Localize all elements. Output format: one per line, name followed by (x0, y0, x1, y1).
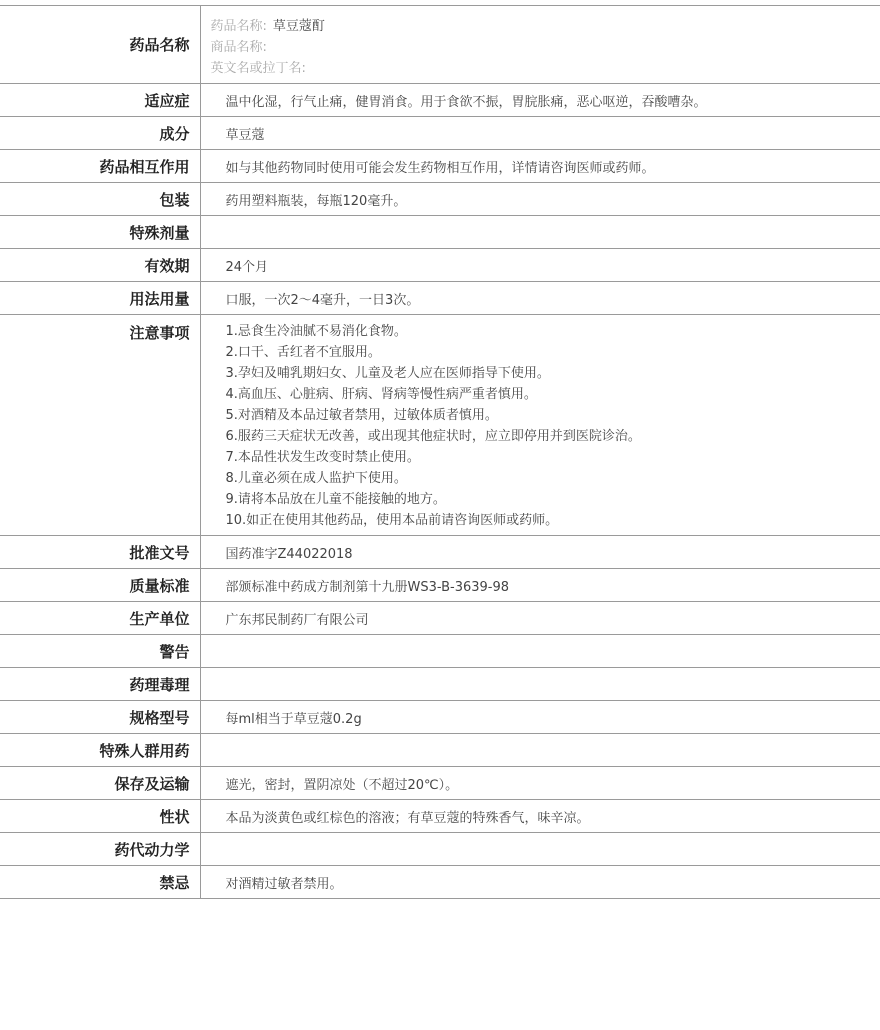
row-validity (0, 249, 880, 282)
value-precautions (200, 315, 880, 536)
english-name-key: 英文名或拉丁名: (210, 61, 306, 76)
row-storage (0, 767, 880, 800)
row-usage (0, 282, 880, 315)
value-ingredients: 草豆蔻 (225, 127, 265, 143)
row-ingredients (0, 117, 880, 150)
trade-name-line (211, 37, 880, 58)
generic-name-value: 草豆蔻酊 (272, 19, 325, 34)
row-interactions (0, 150, 880, 183)
precaution-item: 4.高血压、心脏病、肝病、肾病等慢性病严重者慎用。 (225, 387, 537, 402)
label-precautions: 注意事项 (0, 315, 200, 536)
value-toxicology (200, 668, 880, 701)
label-pharmacokinetics: 药代动力学 (0, 833, 200, 866)
label-special-population: 特殊人群用药 (0, 734, 200, 767)
value-appearance: 本品为淡黄色或红棕色的溶液；有草豆蔻的特殊香气，味辛凉。 (225, 810, 590, 826)
label-spec: 规格型号 (0, 701, 200, 734)
label-manufacturer: 生产单位 (0, 602, 200, 635)
row-spec (0, 701, 880, 734)
precaution-item: 1.忌食生冷油腻不易消化食物。 (225, 324, 407, 339)
row-approval (0, 536, 880, 569)
label-package: 包装 (0, 183, 200, 216)
trade-name-key: 商品名称: (210, 40, 267, 55)
generic-name-line (211, 16, 880, 37)
label-contraindications: 禁忌 (0, 866, 200, 899)
precaution-item: 8.儿童必须在成人监护下使用。 (225, 471, 407, 486)
value-validity: 24个月 (225, 259, 269, 275)
precaution-item: 9.请将本品放在儿童不能接触的地方。 (225, 492, 446, 507)
row-indications (0, 84, 880, 117)
label-storage: 保存及运输 (0, 767, 200, 800)
precaution-item: 7.本品性状发生改变时禁止使用。 (225, 450, 420, 465)
label-ingredients: 成分 (0, 117, 200, 150)
value-special-dose (200, 216, 880, 249)
value-approval: 国药准字Z44022018 (225, 546, 353, 562)
value-special-population (200, 734, 880, 767)
row-standard (0, 569, 880, 602)
english-name-line (211, 58, 880, 79)
label-validity: 有效期 (0, 249, 200, 282)
value-contraindications: 对酒精过敏者禁用。 (225, 876, 343, 892)
value-storage: 遮光，密封，置阴凉处（不超过20℃）。 (225, 777, 459, 793)
precautions-list (226, 321, 880, 531)
row-drug-name (0, 6, 880, 84)
value-drug-names (200, 6, 880, 84)
value-standard: 部颁标准中药成方制剂第十九册WS3-B-3639-98 (225, 579, 510, 595)
value-manufacturer: 广东邦民制药厂有限公司 (225, 612, 369, 628)
precaution-item: 6.服药三天症状无改善，或出现其他症状时，应立即停用并到医院诊治。 (225, 429, 641, 444)
precaution-item: 10.如正在使用其他药品，使用本品前请咨询医师或药师。 (225, 513, 559, 528)
drug-info-table (0, 5, 880, 899)
label-toxicology: 药理毒理 (0, 668, 200, 701)
row-special-population (0, 734, 880, 767)
precaution-item: 3.孕妇及哺乳期妇女、儿童及老人应在医师指导下使用。 (225, 366, 550, 381)
label-appearance: 性状 (0, 800, 200, 833)
label-drug-name: 药品名称 (0, 6, 200, 84)
label-interactions: 药品相互作用 (0, 150, 200, 183)
row-warning (0, 635, 880, 668)
row-package (0, 183, 880, 216)
row-pharmacokinetics (0, 833, 880, 866)
label-usage: 用法用量 (0, 282, 200, 315)
row-manufacturer (0, 602, 880, 635)
value-pharmacokinetics (200, 833, 880, 866)
row-contraindications (0, 866, 880, 899)
label-standard: 质量标准 (0, 569, 200, 602)
row-appearance (0, 800, 880, 833)
value-indications: 温中化湿，行气止痛，健胃消食。用于食欲不振，胃脘胀痛，恶心呕逆，吞酸嘈杂。 (225, 94, 707, 110)
row-special-dose (0, 216, 880, 249)
value-interactions: 如与其他药物同时使用可能会发生药物相互作用，详情请咨询医师或药师。 (225, 160, 655, 176)
label-special-dose: 特殊剂量 (0, 216, 200, 249)
generic-name-key: 药品名称: (210, 19, 267, 34)
precaution-item: 5.对酒精及本品过敏者禁用，过敏体质者慎用。 (225, 408, 498, 423)
value-warning (200, 635, 880, 668)
value-spec: 每ml相当于草豆蔻0.2g (225, 711, 362, 727)
value-usage: 口服，一次2～4毫升，一日3次。 (225, 292, 420, 308)
label-warning: 警告 (0, 635, 200, 668)
label-approval: 批准文号 (0, 536, 200, 569)
row-toxicology (0, 668, 880, 701)
row-precautions (0, 315, 880, 536)
value-package: 药用塑料瓶装，每瓶120毫升。 (225, 193, 407, 209)
label-indications: 适应症 (0, 84, 200, 117)
precaution-item: 2.口干、舌红者不宜服用。 (225, 345, 381, 360)
